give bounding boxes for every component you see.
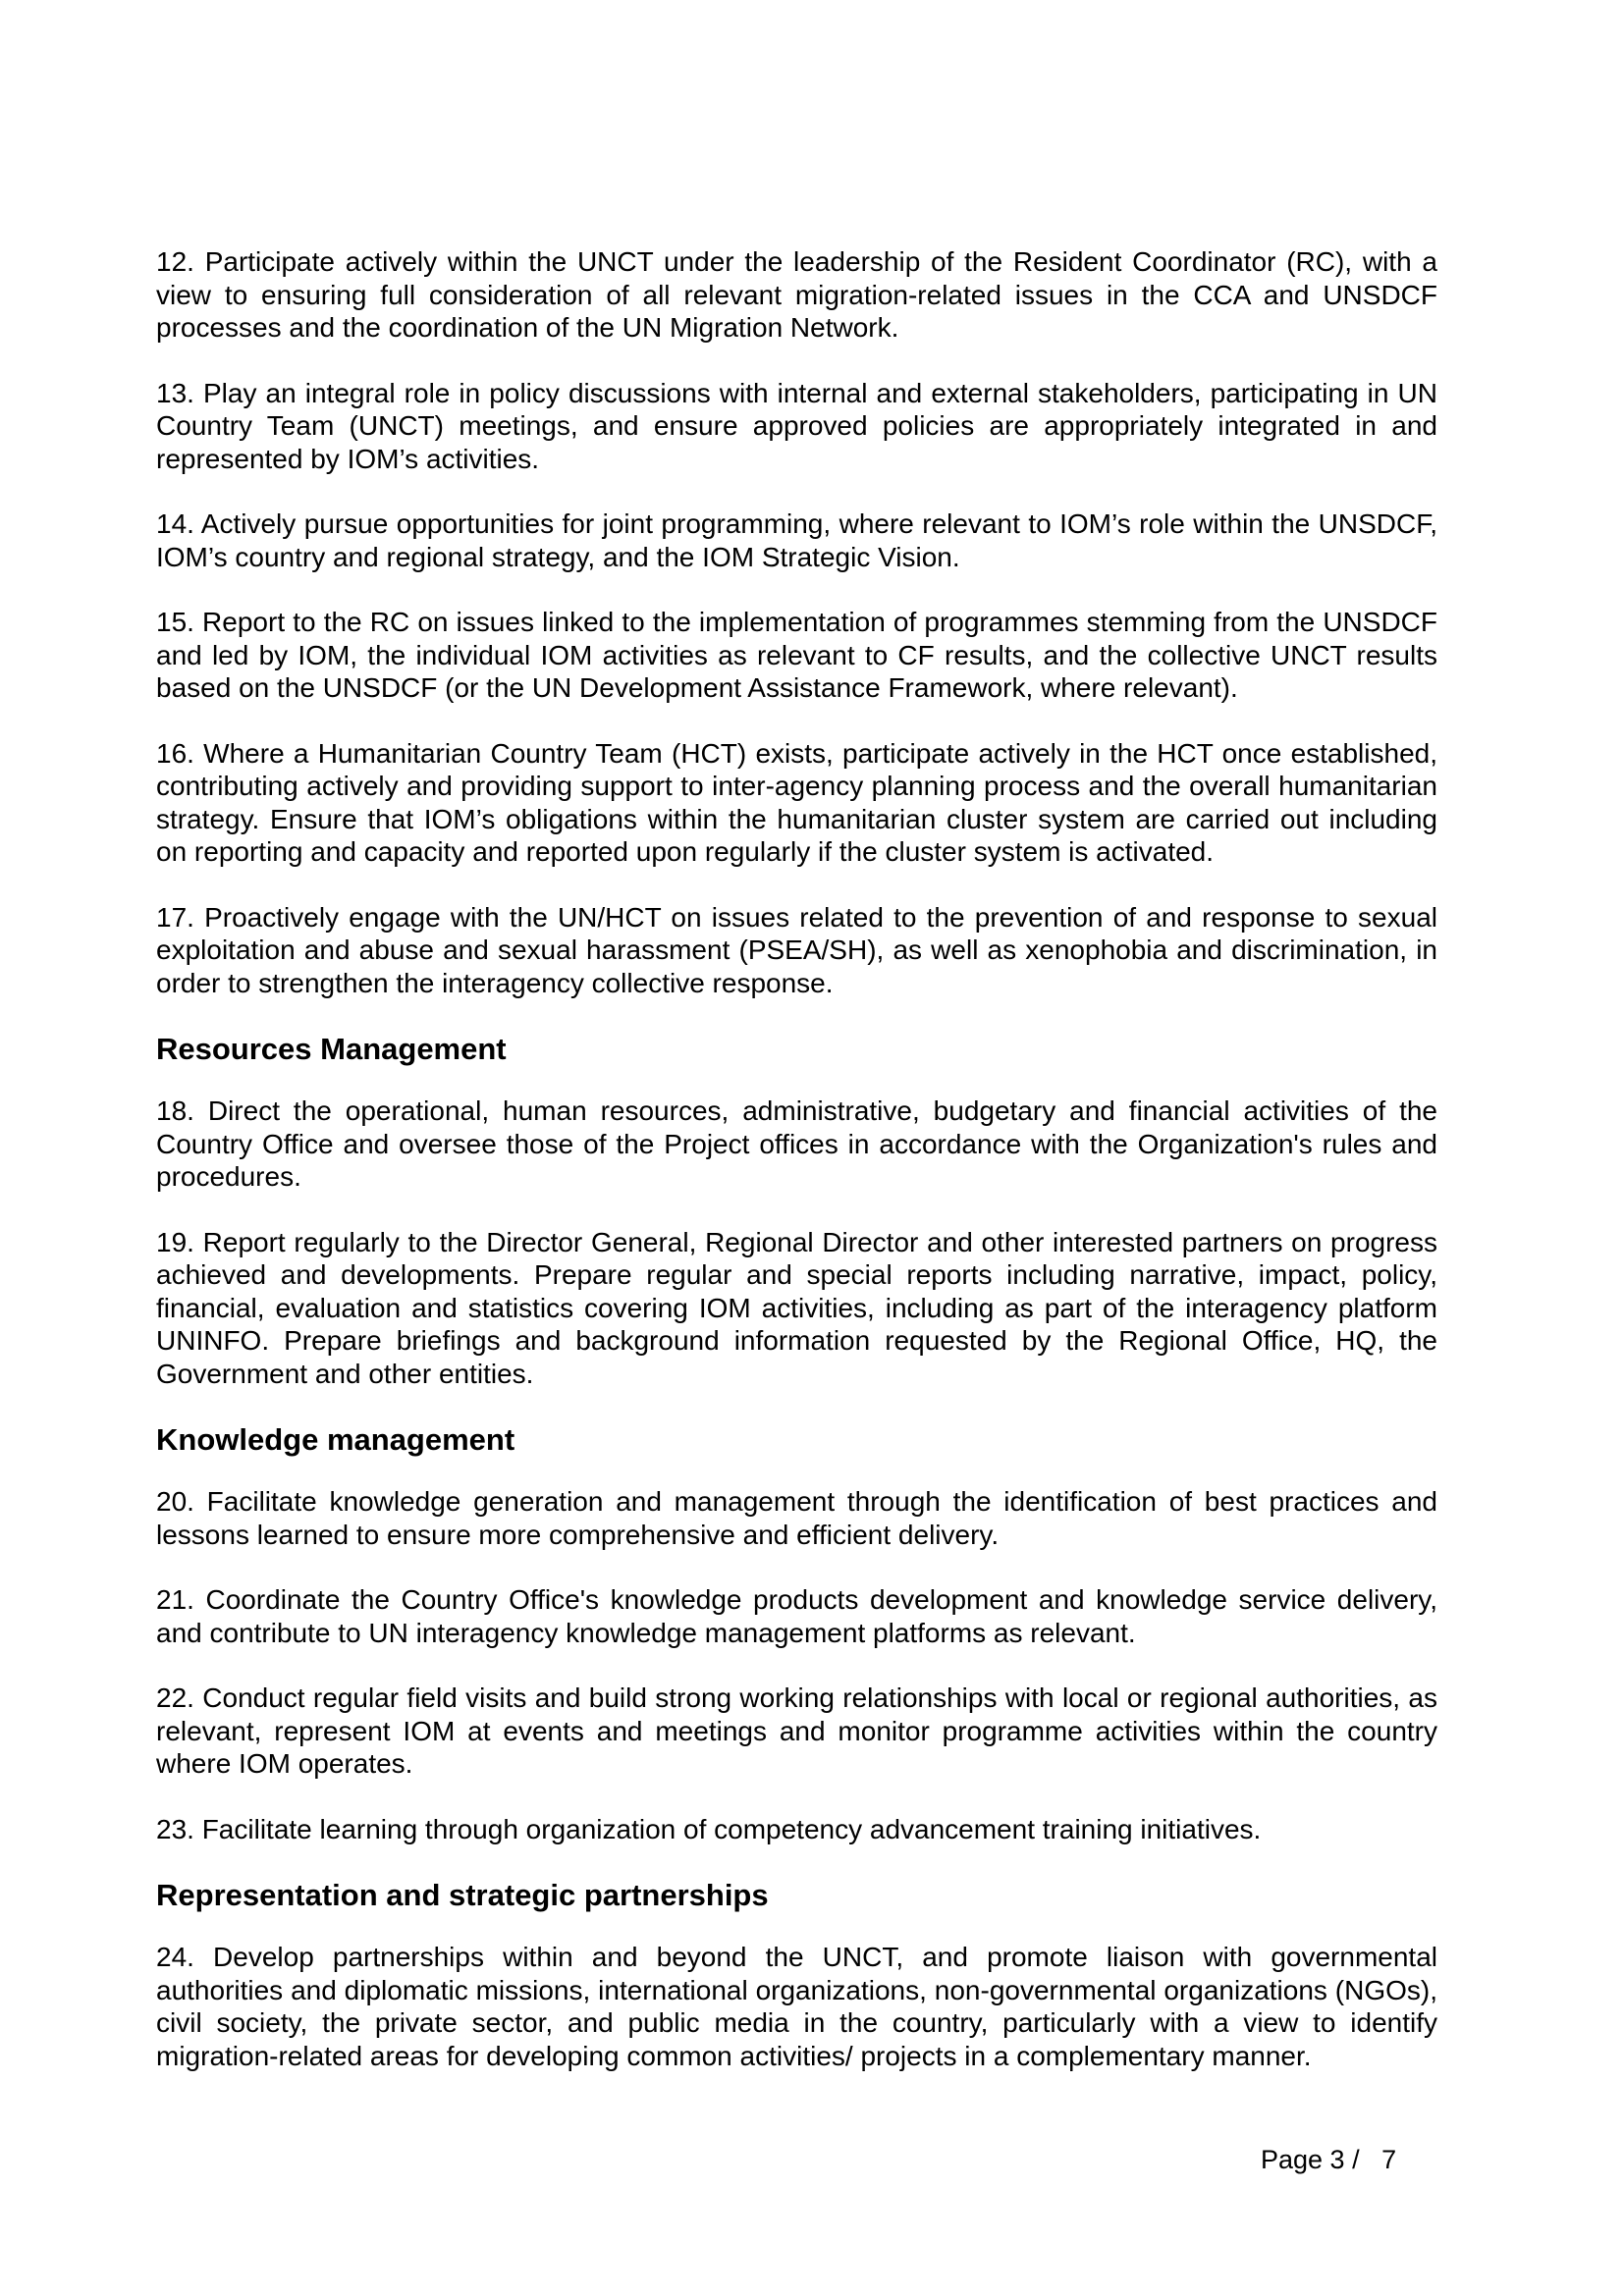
section-heading-knowledge-management: Knowledge management	[156, 1422, 515, 1457]
paragraph-16: 16. Where a Humanitarian Country Team (HCT) exists, participate actively in the HCT once established, contributing actively and providing support to inter-agency planning process and the overall humanitarian strategy. Ensure that IOM’s obligations within the humanitarian cluster system are carried out including on reporting and capacity and reported upon regularly if the cluster system is activated.	[156, 737, 1437, 867]
paragraph-12: 12. Participate actively within the UNCT under the leadership of the Resident Coordinator (RC), with a view to ensuring full consideration of all relevant migration-related issues in the CCA and UNSDCF processes and the coordination of the UN Migration Network.	[156, 246, 1437, 343]
page-body	[156, 245, 1437, 2105]
paragraph-23: 23. Facilitate learning through organization of competency advancement training initiatives.	[156, 1813, 1262, 1844]
section-heading-representation-partnerships: Representation and strategic partnerships	[156, 1878, 769, 1912]
paragraph-21: 21. Coordinate the Country Office's knowledge products development and knowledge service delivery, and contribute to UN interagency knowledge management platforms as relevant.	[156, 1584, 1437, 1648]
paragraph-17: 17. Proactively engage with the UN/HCT on issues related to the prevention of and response to sexual exploitation and abuse and sexual harassment (PSEA/SH), as well as xenophobia and discrimination, in order to strengthen the interagency collective response.	[156, 901, 1437, 998]
section-heading-resources-management: Resources Management	[156, 1032, 507, 1066]
paragraph-22: 22. Conduct regular field visits and build strong working relationships with local or regional authorities, as relevant, represent IOM at events and meetings and monitor programme activities within the country where IOM operates.	[156, 1682, 1437, 1779]
paragraph-24: 24. Develop partnerships within and beyond the UNCT, and promote liaison with governmental authorities and diplomatic missions, international organizations, non-governmental organizations (NGOs), civil society, the private sector, and public media in the country, particularly with a view to identify migration-related areas for developing common activities/ projects in a complementary manner.	[156, 1942, 1437, 2071]
paragraph-15: 15. Report to the RC on issues linked to the implementation of programmes stemming from the UNSDCF and led by IOM, the individual IOM activities as relevant to CF results, and the collective UNCT results based on the UNSDCF (or the UN Development Assistance Framework, where relevant).	[156, 607, 1437, 703]
paragraph-18: 18. Direct the operational, human resources, administrative, budgetary and financial activities of the Country Office and oversee those of the Project offices in accordance with the Organization's rules and procedures.	[156, 1095, 1437, 1192]
paragraph-19: 19. Report regularly to the Director General, Regional Director and other interested partners on progress achieved and developments. Prepare regular and special reports including narrative, impact, policy, financial, evaluation and statistics covering IOM activities, including as part of the interagency platform UNINFO. Prepare briefings and background information requested by the Regional Office, HQ, the Government and other entities.	[156, 1226, 1437, 1389]
paragraph-14: 14. Actively pursue opportunities for joint programming, where relevant to IOM’s role within the UNSDCF, IOM’s country and regional strategy, and the IOM Strategic Vision.	[156, 508, 1437, 572]
paragraph-13: 13. Play an integral role in policy discussions with internal and external stakeholders, participating in UN Country Team (UNCT) meetings, and ensure approved policies are appropriately integrated in and represented by IOM’s activities.	[156, 377, 1437, 474]
paragraph-20: 20. Facilitate knowledge generation and management through the identification of best practices and lessons learned to ensure more comprehensive and efficient delivery.	[156, 1486, 1437, 1550]
page-number: Page 3 / 7	[1261, 2145, 1397, 2174]
